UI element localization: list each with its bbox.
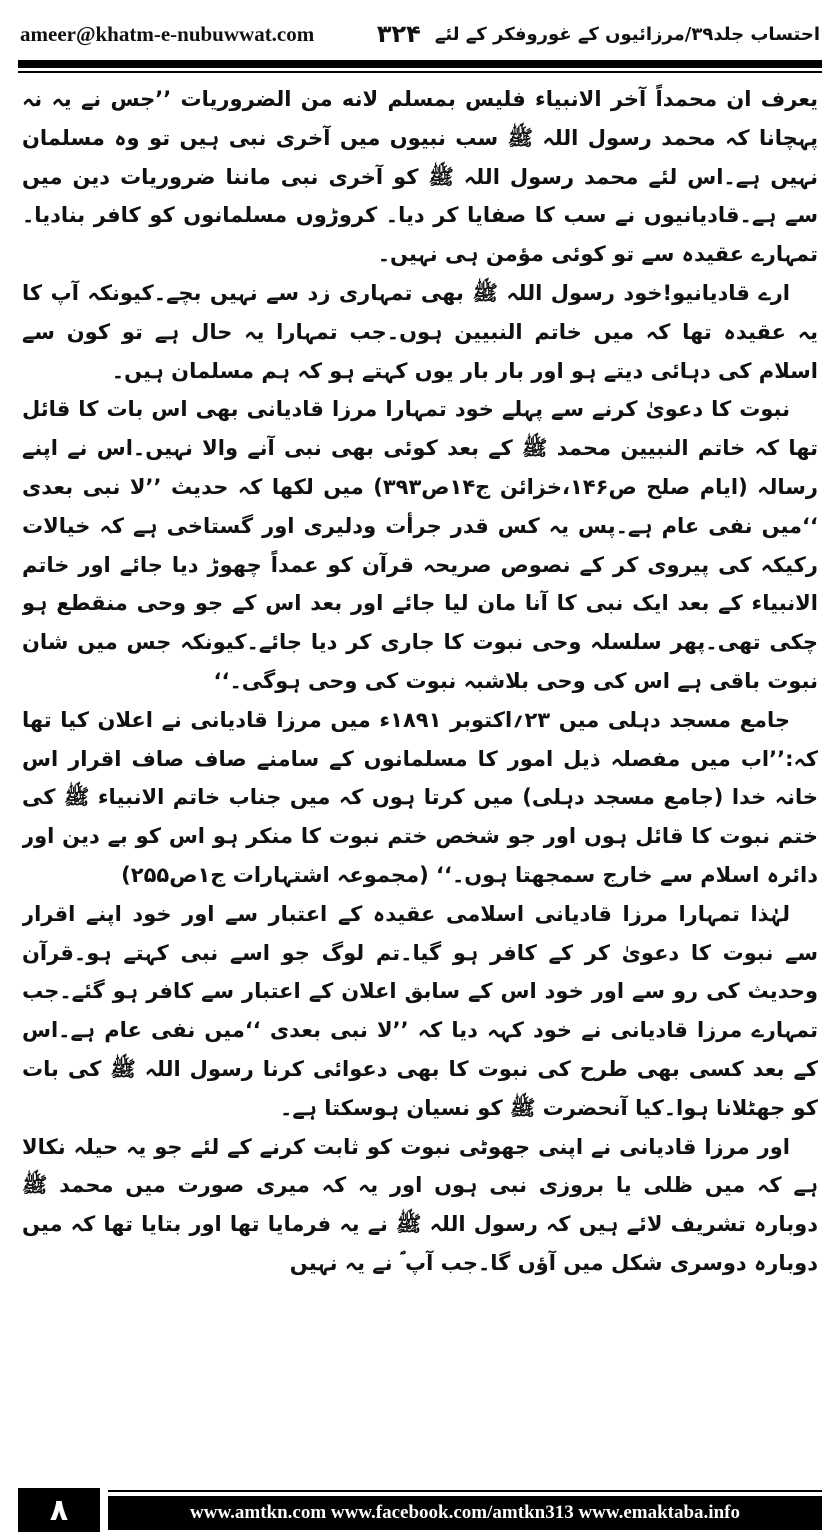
body-paragraph: نبوت کا دعویٰ کرنے سے پہلے خود تمہارا مرزا قادیانی بھی اس بات کا قائل تھا کہ خاتم النبیین محمد ﷺ کے بعد کوئی بھی نبی آنے والا نہیں۔اس نے اپنے رسالہ (ایام صلح ص۱۴۶،خزائن ج۱۴ص۳۹۳) میں لکھا کہ حدیث ’’لا نبی بعدی ‘‘میں نفی عام ہے۔پس یہ کس قدر جرأت ودلیری اور گستاخی ہے کہ خیالات رکیکہ کی پیروی کر کے نصوص صریحہ قرآن کو عمداً چھوڑ دیا جائے اور خاتم الانبیاء کے بعد ایک نبی کا آنا مان لیا جائے اور بعد اس کے جو وحی منقطع ہو چکی تھی۔پھر سلسلہ وحی نبوت کا جاری کر دیا جائے۔کیونکہ جس میں شان نبوت باقی ہے اس کی وحی بلاشبہ نبوت کی وحی ہوگی۔‘‘ [22,397,818,693]
body-paragraph [22,701,818,895]
footer-links: www.amtkn.com www.facebook.com/amtkn313 www.emaktaba.info [108,1496,822,1530]
header-rule-thick [18,60,822,68]
footer-page-badge: ۸ [18,1488,100,1532]
body-paragraph-text: جامع مسجد دہلی میں ۲۳؍اکتوبر ۱۸۹۱ء میں مرزا قادیانی نے اعلان کیا تھا کہ:’’اب میں مفصلہ ذیل امور کا مسلمانوں کے سامنے صاف صاف اقرار اس خانہ خدا (جامع مسجد دہلی) میں کرتا ہوں کہ میں جناب خاتم الانبیاء ﷺ کی ختم نبوت کا قائل ہوں اور جو شخص ختم نبوت کا منکر ہو اس کو بے دین اور دائرہ اسلام سے خارج سمجھتا ہوں۔‘‘ [22,707,818,887]
body-paragraph: اور مرزا قادیانی نے اپنی جھوٹی نبوت کو ثابت کرنے کے لئے جو یہ حیلہ نکالا ہے کہ میں ظلی یا بروزی نبی ہوں اور یہ کہ میری صورت میں محمد ﷺ دوبارہ تشریف لائے ہیں کہ رسول اللہ ﷺ نے یہ فرمایا تھا اور بتایا تھا کہ میں دوبارہ دوسری شکل میں آؤں گا۔جب آپ ؐ نے یہ نہیں [22,1134,818,1275]
header-page-number: ۳۲۴ [376,20,421,48]
body-paragraph: لہٰذا تمہارا مرزا قادیانی اسلامی عقیدہ کے اعتبار سے اور خود اپنے اقرار سے نبوت کا دعویٰ کر کے کافر ہو گیا۔تم لوگ جو اسے نبی کہتے ہو۔قرآن وحدیث کی رو سے اور خود اس کے سابق اعلان کے اعتبار سے کافر ہو گئے۔جب تمہارے مرزا قادیانی نے خود کہہ دیا کہ ’’لا نبی بعدی ‘‘میں نفی عام ہے۔اس کے بعد کسی بھی طرح کی نبوت کا بھی دعوائی کرنا رسول اللہ ﷺ کی بات کو جھٹلانا ہوا۔کیا آنحضرت ﷺ کو نسیان ہوسکتا ہے۔ [22,901,818,1120]
header-right [377,20,820,48]
body-paragraph: ارے قادیانیو!خود رسول اللہ ﷺ بھی تمہاری زد سے نہیں بچے۔کیونکہ آپ کا یہ عقیدہ تھا کہ میں خاتم النبیین ہوں۔جب تمہارا یہ حال ہے تو کون سے اسلام کی دہائی دیتے ہو اور بار بار یوں کہتے ہو کہ ہم مسلمان ہیں۔ [22,280,818,383]
header-title: احتساب جلد۳۹/مرزائیوں کے غوروفکر کے لئے [434,23,820,45]
body-paragraph: یعرف ان محمداً آخر الانبیاء فلیس بمسلم لانه من الضروریات ’’جس نے یہ نہ پہچانا کہ محمد رسول اللہ ﷺ سب نبیوں میں آخری نبی ہیں تو وہ مسلمان نہیں ہے۔اس لئے محمد رسول اللہ ﷺ کو آخری نبی ماننا ضروریات دین میں سے ہے۔قادیانیوں نے سب کا صفایا کر دیا۔ کروڑوں مسلمانوں کو کافر بنادیا۔تمہارے عقیدہ سے تو کوئی مؤمن ہی نہیں۔ [22,87,818,267]
footer-rule [108,1490,822,1492]
header-email: ameer@khatm-e-nubuwwat.com [20,21,315,46]
header-rule-thin [18,71,822,73]
page-header [20,14,820,54]
page-body [22,80,818,1475]
page-footer [18,1488,822,1532]
reference-citation: (مجموعہ اشتہارات ج۱ص۲۵۵) [121,862,429,887]
